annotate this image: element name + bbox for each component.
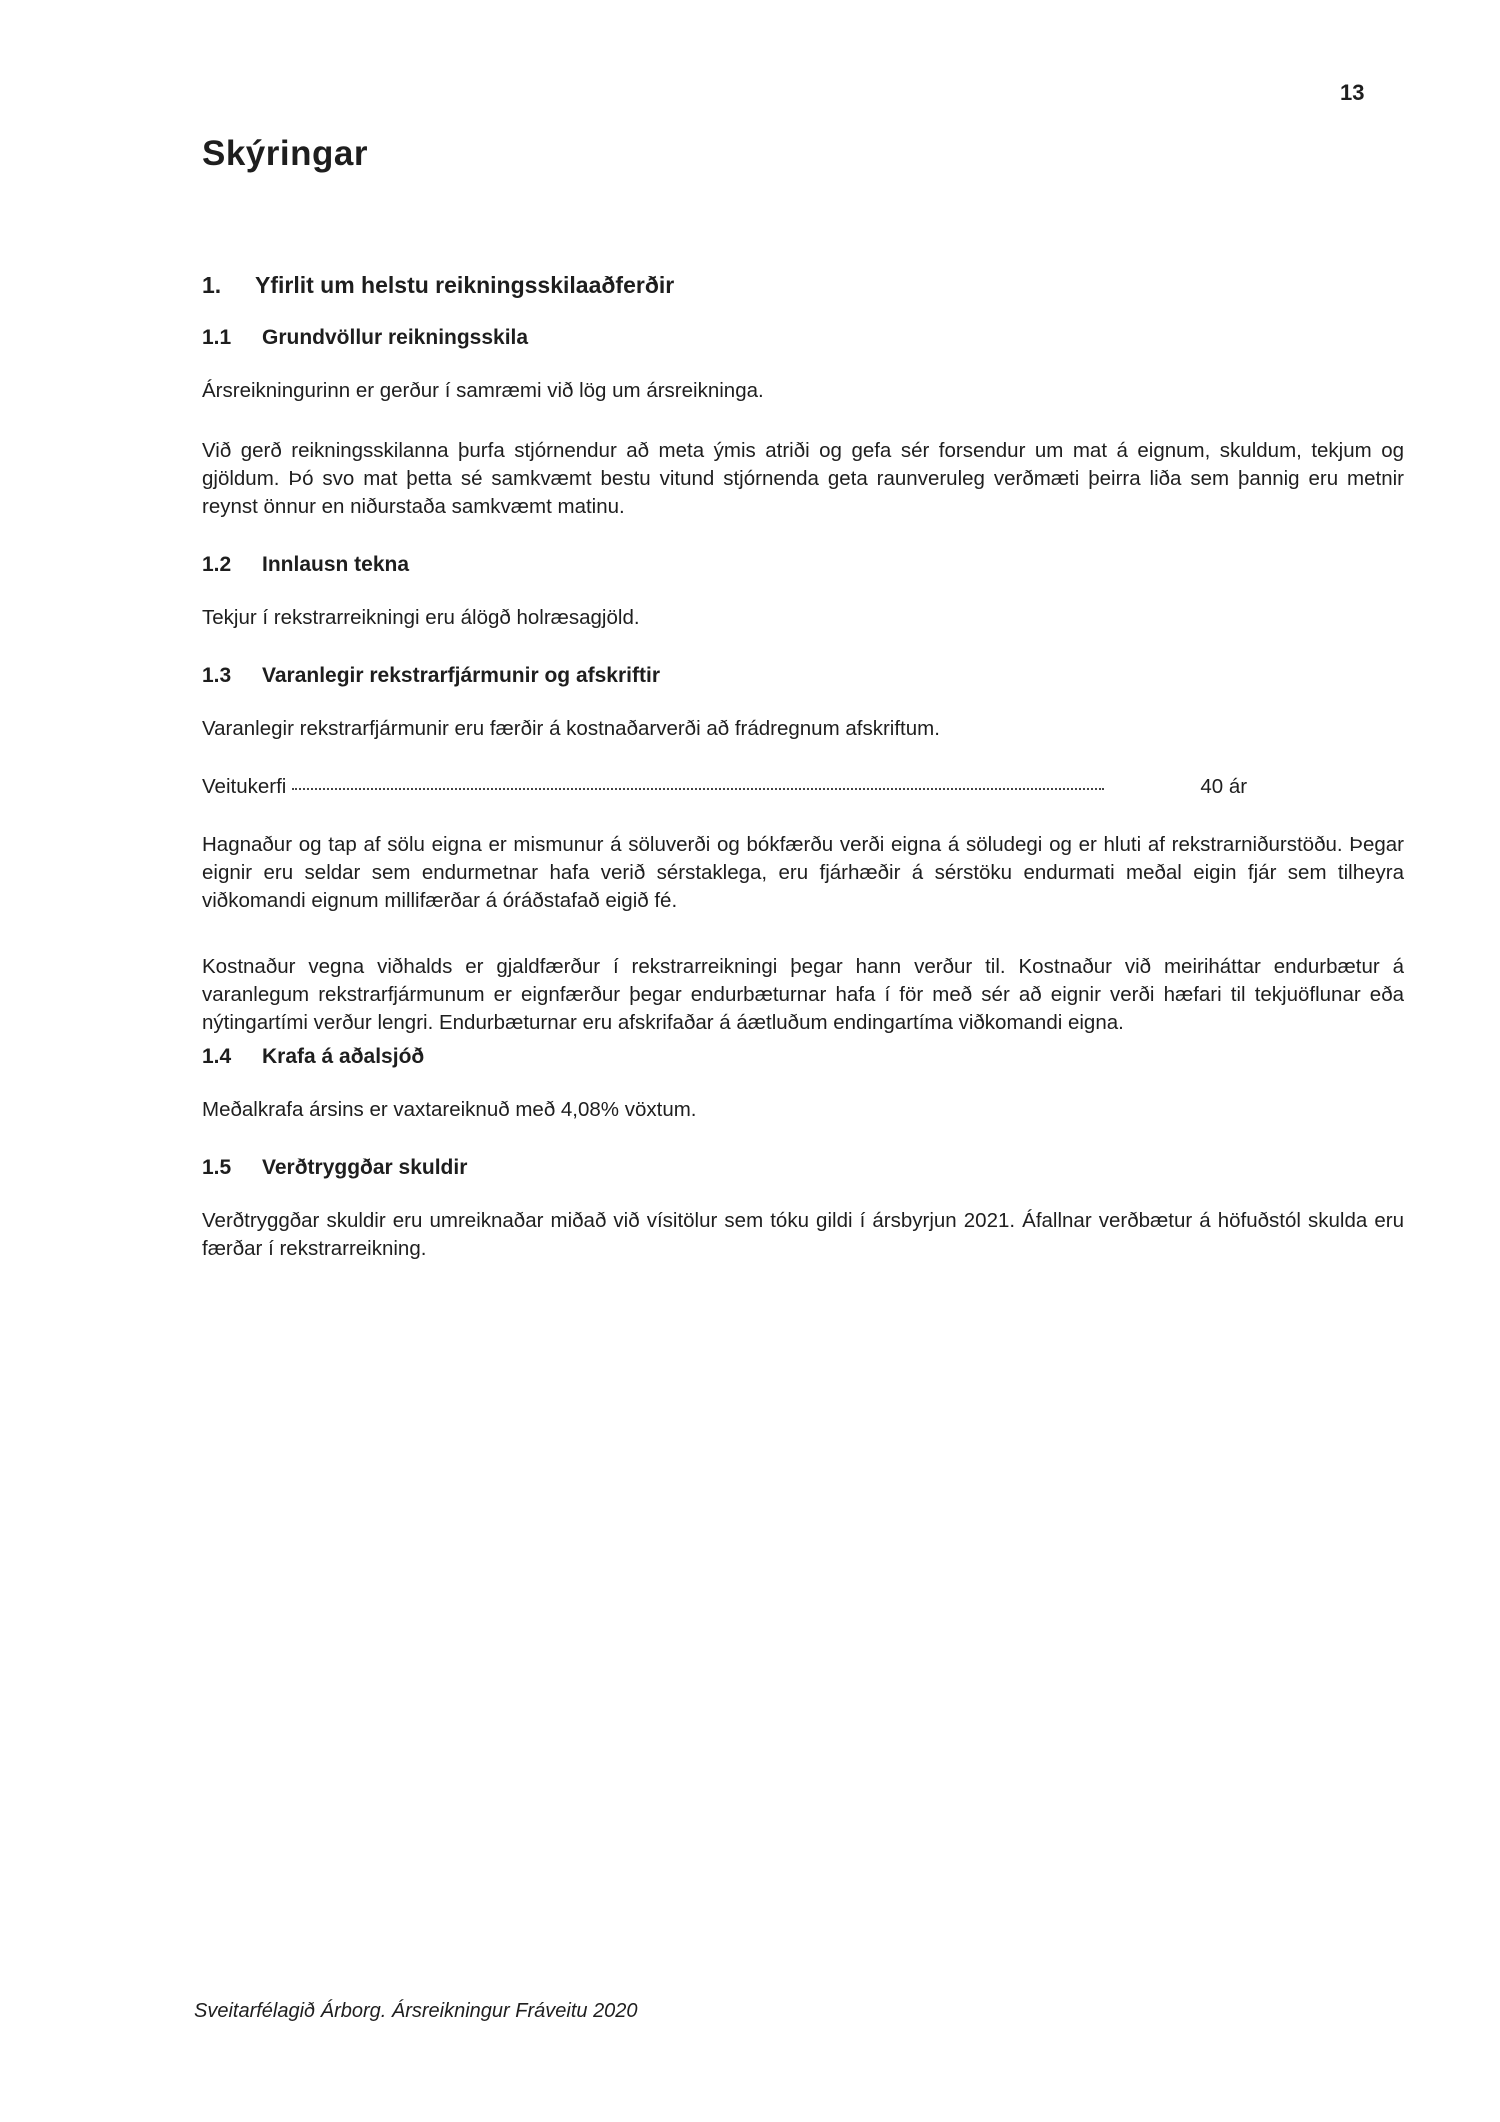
section-1-3-paragraph-3: Kostnaður vegna viðhalds er gjaldfærður í rekstrarreikningi þegar hann verður til. Kostnaður við meiriháttar endurbætur á varanlegum rekstrarfjármunum er eignfærður þegar endurbæturnar hafa í för með sér að eignir verði hæfari til tekjuöflunar eða nýtingartími verður lengri. Endurbæturnar eru afskrifaðar á áætluðum endingartíma viðkomandi eigna. (202, 955, 1404, 1034)
section-1-number: 1. (202, 272, 222, 298)
section-1-5-number: 1.5 (202, 1156, 232, 1179)
page-footer: Sveitarfélagið Árborg. Ársreikningur Fráveitu 2020 (194, 2000, 638, 2022)
section-1-5-heading (202, 1156, 1404, 1180)
section-1-3-number: 1.3 (202, 664, 232, 687)
depreciation-label: Veitukerfi (202, 775, 287, 798)
section-1-3-heading (202, 664, 1404, 688)
dot-leader (292, 787, 1104, 790)
section-1-3-title: Varanlegir rekstrarfjármunir og afskriftir (262, 664, 660, 687)
section-1-heading (202, 272, 1404, 299)
section-1-1-paragraph-2: Við gerð reikningsskilanna þurfa stjórnendur að meta ýmis atriði og gefa sér forsendur um mat á eignum, skuldum, tekjum og gjöldum. Þó svo mat þetta sé samkvæmt bestu vitund stjórnenda geta raunveruleg verðmæti þeirra liða sem þannig eru metnir reynst önnur en niðurstaða samkvæmt matinu. (202, 439, 1404, 518)
section-1-1-paragraph-1: Ársreikningurinn er gerður í samræmi við lög um ársreikninga. (202, 379, 764, 402)
section-1-1-heading (202, 326, 1404, 350)
section-1-2-title: Innlausn tekna (262, 553, 410, 576)
depreciation-value: 40 ár (1200, 775, 1248, 798)
section-1-2-paragraph-1: Tekjur í rekstrarreikningi eru álögð holræsagjöld. (202, 606, 640, 629)
section-1-5-title: Verðtryggðar skuldir (262, 1156, 468, 1179)
section-1-4-paragraph-1: Meðalkrafa ársins er vaxtareiknuð með 4,08% vöxtum. (202, 1098, 697, 1121)
section-1-3-paragraph-2: Hagnaður og tap af sölu eigna er mismunur á söluverði og bókfærðu verði eigna á söludegi og er hluti af rekstrarniðurstöðu. Þegar eignir eru seldar sem endurmetnar hafa verið sérstaklega, eru fjárhæðir á sérstöku endurmati meðal eigin fjár sem tilheyra viðkomandi eignum millifærðar á óráðstafað eigið fé. (202, 833, 1404, 912)
section-1-2-heading (202, 553, 1404, 577)
section-1-5-paragraph-1: Verðtryggðar skuldir eru umreiknaðar miðað við vísitölur sem tóku gildi í ársbyrjun 2021. Áfallnar verðbætur á höfuðstól skulda eru færðar í rekstrarreikning. (202, 1209, 1404, 1260)
page-title: Skýringar (202, 134, 368, 173)
section-1-1-number: 1.1 (202, 326, 232, 349)
section-1-2-number: 1.2 (202, 553, 232, 576)
section-1-3-paragraph-1: Varanlegir rekstrarfjármunir eru færðir á kostnaðarverði að frádregnum afskriftum. (202, 717, 940, 740)
depreciation-row (202, 775, 1404, 799)
section-1-title: Yfirlit um helstu reikningsskilaaðferðir (255, 272, 675, 298)
section-1-4-number: 1.4 (202, 1045, 232, 1068)
section-1-4-title: Krafa á aðalsjóð (262, 1045, 425, 1068)
document-body (202, 272, 1404, 1295)
section-1-4-heading (202, 1045, 1404, 1069)
page-number: 13 (1340, 80, 1365, 105)
section-1-1-title: Grundvöllur reikningsskila (262, 326, 529, 349)
